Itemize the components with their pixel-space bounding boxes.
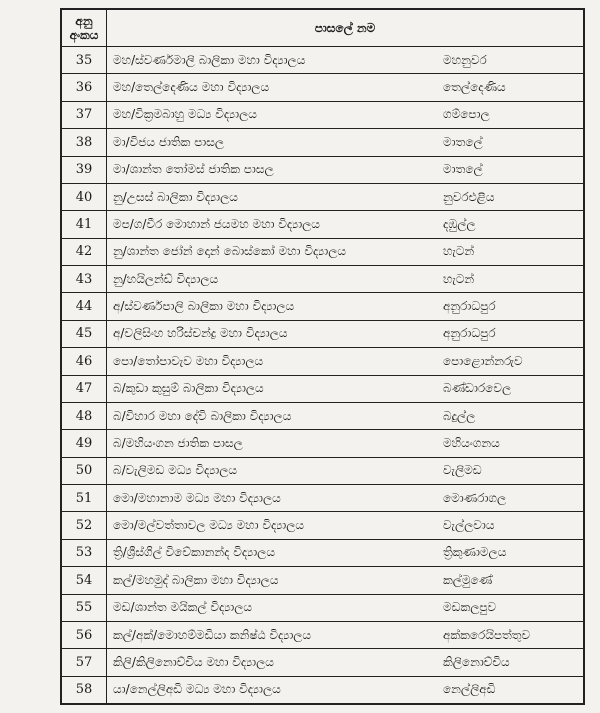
school-name: මො/මහානාම මධ්‍ය මහා විද්‍යාලය [113,490,281,505]
row-number: 41 [62,211,107,238]
school-name: නු/හයිලන්ඩ් විද්‍යාලය [113,271,219,286]
number-header-line1: අනු [75,14,93,28]
table-row [62,129,584,156]
row-number: 52 [62,512,107,539]
school-location: පොළොන්නරුව [443,353,523,368]
table-row [62,676,584,703]
school-location: හැටන් [443,244,475,259]
school-list-table-frame [60,8,585,705]
table-row [62,375,584,402]
school-location: බදුල්ල [443,408,476,423]
school-name: කල්/මහමුද් බාලිකා මහා විද්‍යාලය [113,572,279,587]
table-row [62,621,584,648]
school-name: කිලි/කිලිනොච්චිය මහා විද්‍යාලය [113,654,274,669]
school-cell [107,430,584,457]
school-cell [107,47,584,74]
school-name: නු/උසස් බාලිකා විද්‍යාලය [113,189,238,204]
school-name: මප/ග/වීර මොහාන් ජයමහ මහා විද්‍යාලය [113,216,320,231]
school-name: මහ/තෙල්දෙණිය මහා විද්‍යාලය [113,80,270,95]
school-name: මා/ශාන්ත තෝමස් ජාතික පාසල [113,162,274,177]
table-row [62,512,584,539]
school-name: ත්‍රි/ශ්‍රීස්ගිල් විවේකානන්ද විද්‍යාලය [113,545,275,560]
school-location: මාතලේ [443,162,483,177]
school-name: මඩ/ශාන්ත මයිකල් විද්‍යාලය [113,600,253,615]
school-cell [107,676,584,703]
table-row [62,211,584,238]
school-cell [107,183,584,210]
row-number: 58 [62,676,107,703]
school-name: අ/ස්වර්ණපාලි බාලිකා මහා විද්‍යාලය [113,299,295,314]
school-cell [107,512,584,539]
row-number: 45 [62,320,107,347]
table-row [62,649,584,676]
table-row [62,320,584,347]
school-name: මහ/ස්වර්ණමාලි බාලිකා මහා විද්‍යාලය [113,52,306,67]
table-row [62,101,584,128]
school-cell [107,293,584,320]
school-list-table [61,9,584,704]
row-number: 39 [62,156,107,183]
table-row [62,47,584,74]
row-number: 46 [62,348,107,375]
table-header-row [62,10,584,47]
school-cell [107,649,584,676]
school-location: මඩකලපුව [443,600,497,615]
school-name: පො/තෝපාවැව මහා විද්‍යාලය [113,353,264,368]
school-cell [107,266,584,293]
school-name: යා/නෙල්ලිඅඩි මධ්‍ය මහා විද්‍යාලය [113,682,281,697]
school-name: මො/මල්වත්තාවල මධ්‍ය මහා විද්‍යාලය [113,518,305,533]
row-number: 37 [62,101,107,128]
row-number: 51 [62,485,107,512]
row-number: 38 [62,129,107,156]
school-location: ත්‍රිකුණාමලය [443,545,507,560]
school-location: වැල්ලවාය [443,518,495,533]
table-row [62,457,584,484]
school-location: නෙල්ලිඅඩි [443,682,496,697]
row-number: 36 [62,74,107,101]
school-cell [107,457,584,484]
table-row [62,402,584,429]
school-location: ගම්පොල [443,107,490,122]
row-number: 48 [62,402,107,429]
row-number: 53 [62,539,107,566]
table-row [62,156,584,183]
row-number: 44 [62,293,107,320]
table-row [62,183,584,210]
school-cell [107,348,584,375]
table-row [62,348,584,375]
school-name: බ/විහාර මහා දේවි බාලිකා විද්‍යාලය [113,408,292,423]
school-cell [107,156,584,183]
school-cell [107,320,584,347]
school-cell [107,402,584,429]
table-row [62,485,584,512]
school-cell [107,539,584,566]
school-name: බ/වැලිමඩ මධ්‍ය විද්‍යාලය [113,463,238,478]
school-name: අ/වලිසිංහ හරිස්චන්ද්‍ර මහා විද්‍යාලය [113,326,288,341]
school-cell [107,375,584,402]
school-cell [107,238,584,265]
table-row [62,238,584,265]
school-cell [107,485,584,512]
row-number: 35 [62,47,107,74]
school-cell [107,129,584,156]
table-row [62,74,584,101]
school-location: කිලිනොච්චිය [443,654,510,669]
school-location: අක්කරෙයිපත්තුව [443,627,531,642]
school-name: කල්/අක්/මොහම්මඩියා කනිෂ්ඨ විද්‍යාලය [113,627,312,642]
table-row [62,430,584,457]
school-name: මා/විජය ජාතික පාසල [113,134,225,149]
number-column-header [62,10,107,47]
table-body [62,47,584,704]
table-row [62,293,584,320]
row-number: 56 [62,621,107,648]
row-number: 42 [62,238,107,265]
school-name: මහ/වික්‍රමබාහු මධ්‍ය විද්‍යාලය [113,107,257,122]
school-location: බණ්ඩාරවෙල [443,381,512,396]
school-name: නු/ශාන්ත ජෝන් දොන් බොස්කෝ මහා විද්‍යාලය [113,244,346,259]
school-cell [107,74,584,101]
school-location: කල්මුණේ [443,572,493,587]
table-row [62,539,584,566]
row-number: 54 [62,567,107,594]
school-location: මහනුවර [443,52,487,67]
number-header-line2: අංකය [69,28,99,42]
school-location: තෙල්දෙණිය [443,80,506,95]
school-name: බ/මහියංගන ජාතික පාසල [113,435,243,450]
row-number: 43 [62,266,107,293]
school-cell [107,621,584,648]
school-location: මහියංගනය [443,435,500,450]
table-row [62,594,584,621]
table-row [62,567,584,594]
school-name-column-header: පාසලේ නම [107,10,584,47]
school-location: හැටන් [443,271,475,286]
row-number: 50 [62,457,107,484]
school-cell [107,101,584,128]
school-location: මොණරාගල [443,490,507,505]
school-location: දඹුල්ල [443,216,476,231]
school-name: බ/කුඩා කුසුම් බාලිකා විද්‍යාලය [113,381,264,396]
school-cell [107,211,584,238]
school-location: මාතලේ [443,134,483,149]
school-cell [107,594,584,621]
school-location: අනුරාධපුර [443,326,496,341]
row-number: 55 [62,594,107,621]
row-number: 47 [62,375,107,402]
school-location: නුවරඑළිය [443,189,495,204]
school-cell [107,567,584,594]
school-location: වැලිමඩ [443,463,482,478]
school-location: අනුරාධපුර [443,299,496,314]
table-row [62,266,584,293]
row-number: 57 [62,649,107,676]
row-number: 40 [62,183,107,210]
row-number: 49 [62,430,107,457]
